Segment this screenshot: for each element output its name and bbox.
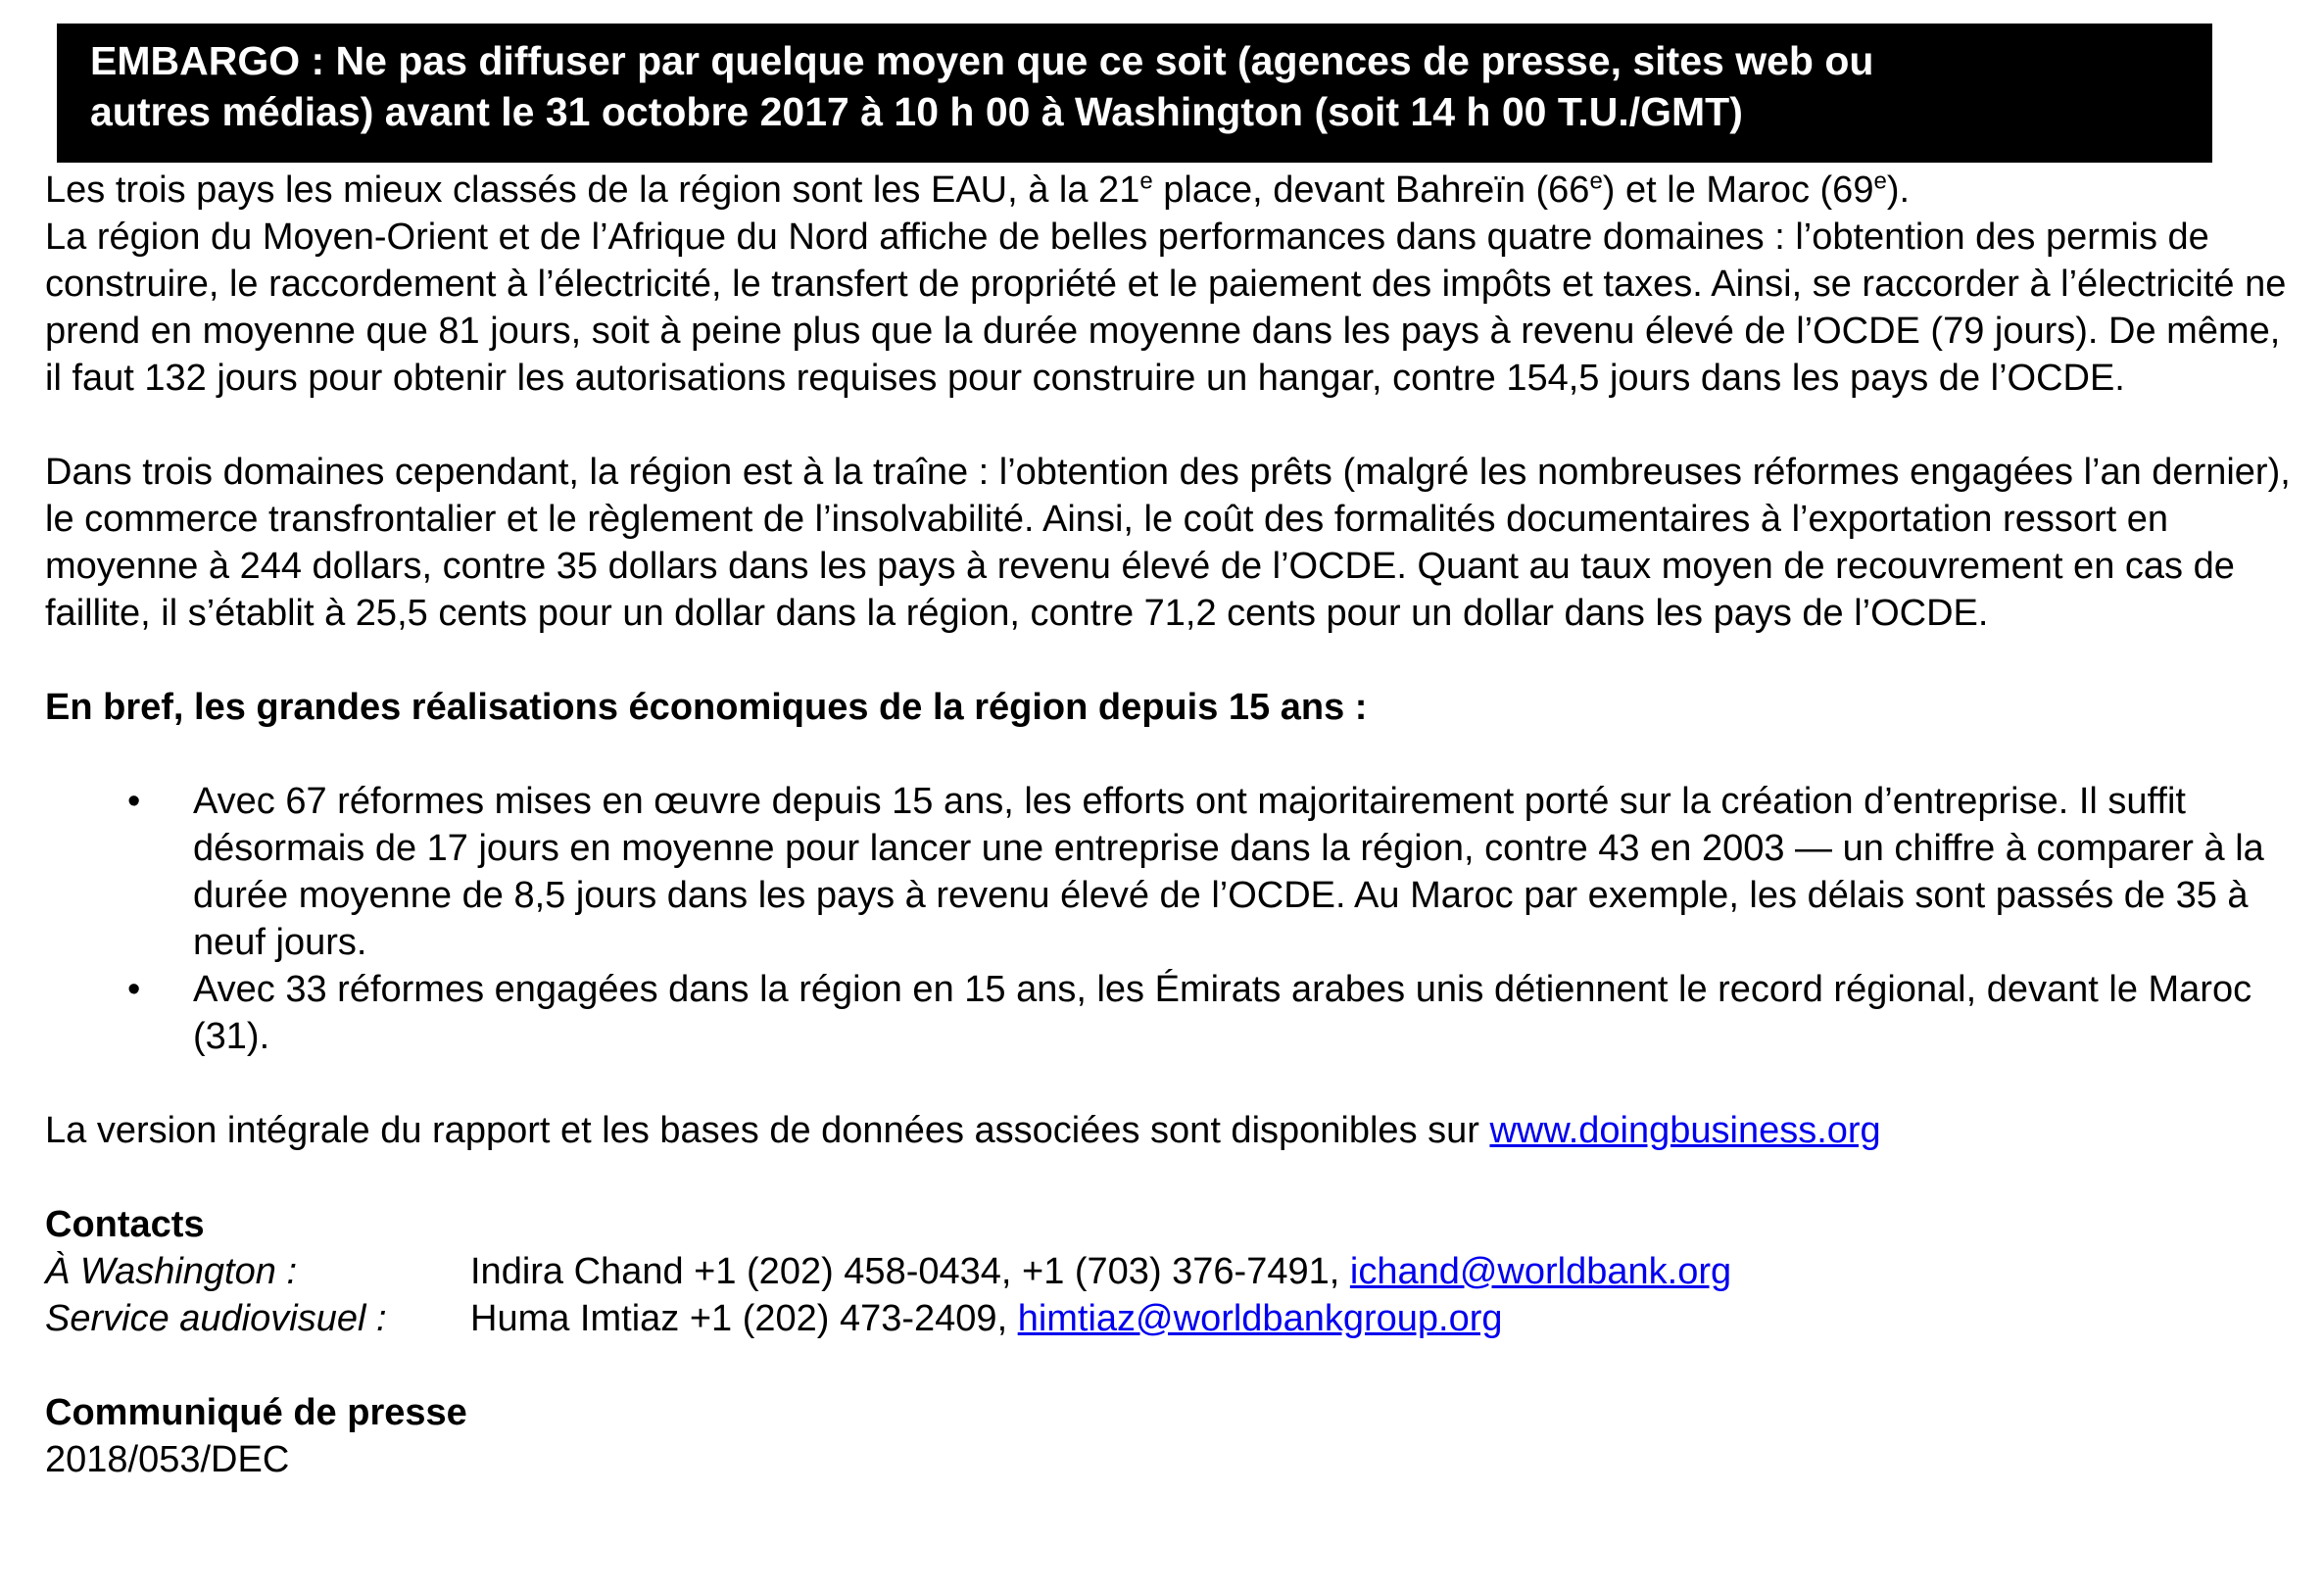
embargo-banner <box>57 24 2212 163</box>
list-item-text: Avec 67 réformes mises en œuvre depuis 15 ans, les efforts ont majoritairement porté sur la création d’entreprise. Il suffit désormais de 17 jours en moyenne pour lancer une entreprise dans la région, contre 43 en 2003 — un chiffre à comparer à la durée moyenne de 8,5 jours dans les pays à revenu élevé de l’OCDE. Au Maroc par exemple, les délais sont passés de 35 à neuf jours. <box>193 781 2264 963</box>
document-body <box>45 167 2299 1483</box>
embargo-line-2: autres médias) avant le 31 octobre 2017 à 10 h 00 à Washington (soit 14 h 00 T.U./GMT) <box>90 89 1743 134</box>
intro-text-c: ) et le Maroc (69 <box>1602 169 1874 211</box>
contact-details <box>470 1295 1503 1342</box>
spacer <box>45 637 2299 684</box>
list-item <box>45 778 2299 966</box>
contact-label: Service audiovisuel : <box>45 1298 387 1339</box>
spacer <box>45 1060 2299 1107</box>
email-link[interactable]: ichand@worldbank.org <box>1349 1251 1732 1292</box>
intro-text-a: Les trois pays les mieux classés de la région sont les EAU, à la 21 <box>45 169 1140 211</box>
summary-heading: En bref, les grandes réalisations économiques de la région depuis 15 ans : <box>45 687 1368 728</box>
email-link[interactable]: himtiaz@worldbankgroup.org <box>1017 1298 1503 1339</box>
lagging-paragraph: Dans trois domaines cependant, la région est à la traîne : l’obtention des prêts (malgré les nombreuses réformes engagées l’an dernier), le commerce transfrontalier et le règlement de l’insolvabilité. Ainsi, le coût des formalités documentaires à l’exportation ressort en moyenne à 244 dollars, contre 35 dollars dans les pays à revenu élevé de l’OCDE. Quant au taux moyen de recouvrement en cas de faillite, il s’établit à 25,5 cents pour un dollar dans la région, contre 71,2 cents pour un dollar dans les pays de l’OCDE. <box>45 452 2291 634</box>
press-release-heading: Communiqué de presse <box>45 1392 467 1433</box>
contact-row-washington <box>45 1248 2299 1295</box>
contact-label: À Washington : <box>45 1251 298 1292</box>
contact-details <box>470 1248 1731 1295</box>
contact-text: Huma Imtiaz +1 (202) 473-2409, <box>470 1298 1018 1339</box>
spacer <box>45 402 2299 449</box>
contact-text: Indira Chand +1 (202) 458-0434, +1 (703) 376-7491, <box>470 1251 1350 1292</box>
ordinal-suffix: e <box>1873 168 1887 195</box>
contact-row-audiovisual <box>45 1295 2299 1342</box>
spacer <box>45 731 2299 778</box>
ordinal-suffix: e <box>1589 168 1603 195</box>
bullet-icon: • <box>127 969 141 1010</box>
list-item-text: Avec 33 réformes engagées dans la région en 15 ans, les Émirats arabes unis détiennent le record régional, devant le Maroc (31). <box>193 969 2252 1057</box>
ordinal-suffix: e <box>1139 168 1153 195</box>
list-item <box>45 966 2299 1060</box>
contacts-heading: Contacts <box>45 1204 205 1245</box>
report-availability <box>45 1107 2299 1154</box>
achievements-list <box>45 778 2299 1060</box>
report-text: La version intégrale du rapport et les bases de données associées sont disponibles sur <box>45 1110 1490 1151</box>
embargo-line-1: EMBARGO : Ne pas diffuser par quelque moyen que ce soit (agences de presse, sites web ou <box>90 38 1874 83</box>
intro-paragraph <box>45 167 2299 214</box>
intro-text-d: ). <box>1886 169 1911 211</box>
bullet-icon: • <box>127 781 141 822</box>
doingbusiness-link[interactable]: www.doingbusiness.org <box>1489 1110 1881 1151</box>
intro-text-b: place, devant Bahreïn (66 <box>1152 169 1590 211</box>
spacer <box>45 1342 2299 1389</box>
spacer <box>45 1154 2299 1201</box>
press-release-number: 2018/053/DEC <box>45 1439 290 1480</box>
performance-paragraph: La région du Moyen-Orient et de l’Afrique du Nord affiche de belles performances dans quatre domaines : l’obtention des permis de construire, le raccordement à l’électricité, le transfert de propriété et le paiement des impôts et taxes. Ainsi, se raccorder à l’électricité ne prend en moyenne que 81 jours, soit à peine plus que la durée moyenne dans les pays à revenu élevé de l’OCDE (79 jours). De même, il faut 132 jours pour obtenir les autorisations requises pour construire un hangar, contre 154,5 jours dans les pays de l’OCDE. <box>45 217 2287 399</box>
